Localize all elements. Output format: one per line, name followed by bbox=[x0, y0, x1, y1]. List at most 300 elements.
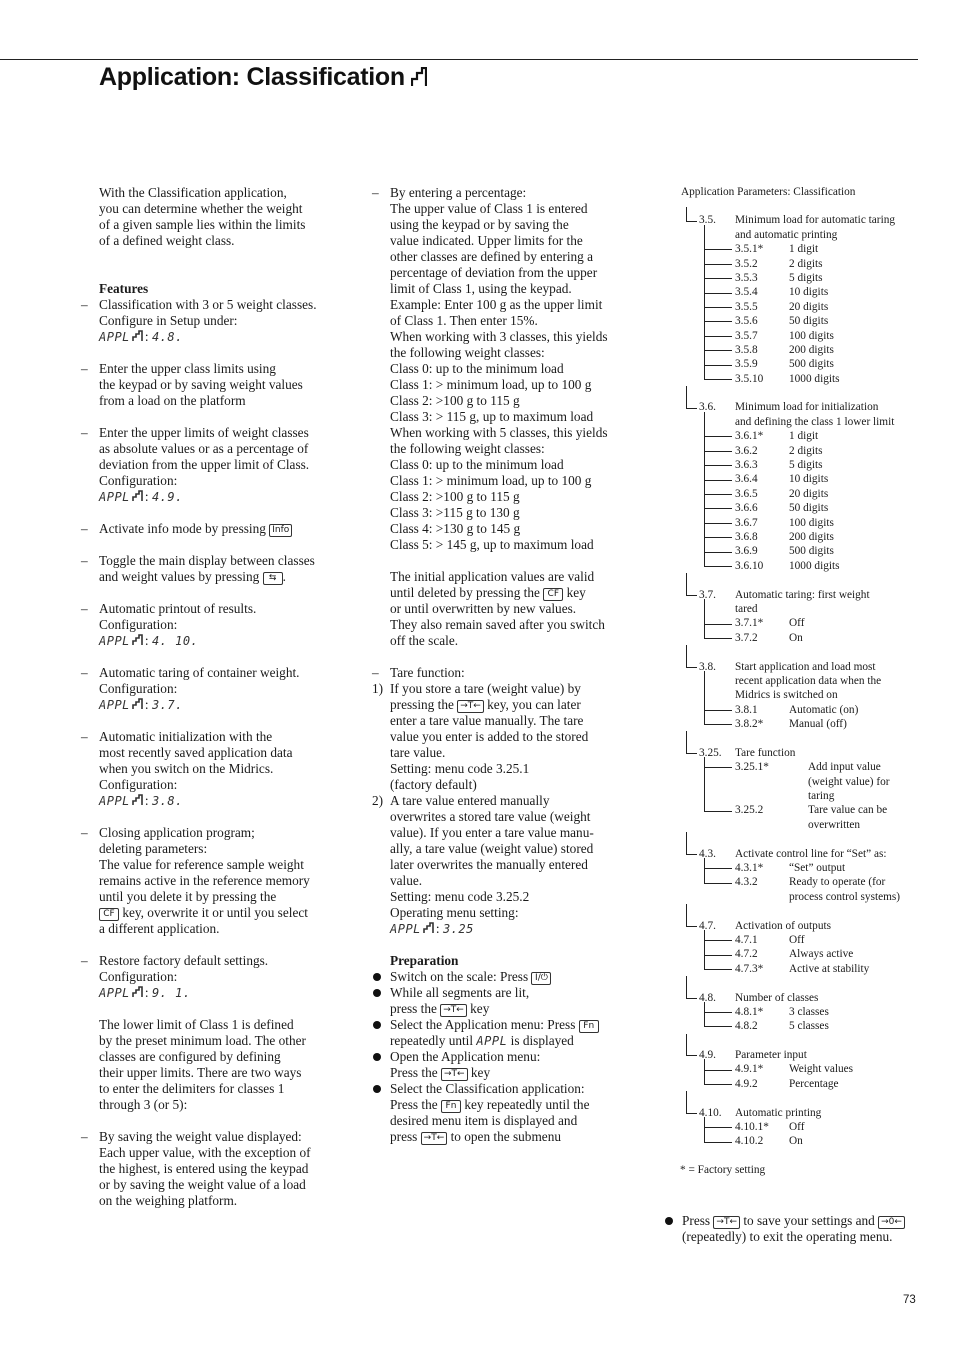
sub-row bbox=[680, 544, 930, 558]
group-row bbox=[680, 660, 930, 674]
sub-branch-line bbox=[704, 379, 732, 380]
text-line: Closing application program; bbox=[99, 825, 255, 840]
bullet-icon bbox=[373, 1021, 381, 1029]
group-label: Minimum load for automatic taring bbox=[735, 214, 896, 227]
group-label: Minimum load for initialization bbox=[735, 401, 879, 414]
text-line: (repeatedly) to exit the operating menu. bbox=[682, 1229, 893, 1244]
sub-row bbox=[680, 1005, 930, 1019]
text-line: most recently saved application data bbox=[99, 745, 293, 760]
text-line: the following weight classes: bbox=[390, 345, 545, 360]
tare-step-2 bbox=[372, 793, 642, 937]
sub-branch-line bbox=[704, 508, 732, 509]
sub-code: 3.5.7 bbox=[735, 329, 758, 342]
text-line: or until overwritten by new values. bbox=[390, 601, 577, 616]
fn-key-icon: Fn bbox=[579, 1020, 599, 1033]
text-line bbox=[390, 1001, 642, 1017]
sub-branch-line bbox=[704, 883, 732, 884]
sub-code: 4.9.2 bbox=[735, 1077, 758, 1090]
text-line: using the keypad or by saving the bbox=[390, 217, 569, 232]
sub-code: 4.7.2 bbox=[735, 948, 758, 961]
text-line: Configuration: bbox=[99, 777, 178, 792]
text-line bbox=[390, 1065, 642, 1081]
sub-label: 20 digits bbox=[789, 300, 829, 313]
sub-label: 1000 digits bbox=[789, 372, 840, 385]
text-line: Restore factory default settings. bbox=[99, 953, 269, 968]
classification-icon bbox=[132, 986, 143, 998]
text-line: later overwrites the manually entered bbox=[390, 857, 588, 872]
text-line: Each upper value, with the exception of bbox=[99, 1145, 311, 1160]
bullet-icon bbox=[373, 989, 381, 997]
sub-code: 4.8.1* bbox=[735, 1005, 764, 1018]
tree-branch-line bbox=[686, 667, 697, 668]
sub-label: 100 digits bbox=[789, 329, 834, 342]
text: key, you can later bbox=[487, 697, 581, 712]
text-line: Configuration: bbox=[99, 473, 178, 488]
text-line: Classification with 3 or 5 weight classes. bbox=[99, 297, 317, 312]
text-line bbox=[99, 905, 351, 921]
text: and weight values by pressing bbox=[99, 569, 260, 584]
text-line: their upper limits. There are two ways bbox=[99, 1065, 302, 1080]
group-row bbox=[680, 919, 930, 933]
sub-label: 50 digits bbox=[789, 315, 829, 328]
sub-code: 3.8.2* bbox=[735, 718, 764, 731]
sub-row bbox=[680, 631, 930, 645]
sub-trunk-line bbox=[704, 757, 705, 810]
tree-branch-line bbox=[686, 221, 697, 222]
sub-code: 3.5.5 bbox=[735, 300, 758, 313]
sub-row bbox=[680, 875, 930, 889]
group-label: Automatic taring: first weight bbox=[735, 588, 870, 601]
sub-row bbox=[680, 789, 930, 803]
text: Press the bbox=[390, 1097, 438, 1112]
sub-label: Automatic (on) bbox=[789, 703, 859, 716]
text-line: until you delete it by pressing the bbox=[99, 889, 277, 904]
text-line: Class 5: > 145 g, up to maximum load bbox=[390, 537, 594, 552]
sub-label: On bbox=[789, 1135, 803, 1148]
parameter-tree bbox=[680, 185, 930, 1178]
classification-icon bbox=[132, 490, 143, 502]
sub-row bbox=[680, 1077, 930, 1091]
config-code bbox=[99, 329, 351, 345]
text-line bbox=[390, 969, 642, 985]
sub-code: 3.6.10 bbox=[735, 559, 764, 572]
feature-item bbox=[81, 521, 351, 537]
tree-trunk-line bbox=[686, 976, 687, 998]
sub-label: 3 classes bbox=[789, 1005, 829, 1018]
sub-row bbox=[680, 271, 930, 285]
config-code bbox=[99, 985, 351, 1001]
config-code bbox=[99, 697, 351, 713]
text-line: from a load on the platform bbox=[99, 393, 246, 408]
text: is displayed bbox=[510, 1033, 574, 1048]
intro-line: of a defined weight class. bbox=[99, 233, 235, 248]
dash: – bbox=[81, 1129, 88, 1144]
tare-key-icon: →T← bbox=[441, 1068, 468, 1081]
sub-branch-line bbox=[704, 955, 732, 956]
text-line: A tare value entered manually bbox=[390, 793, 550, 808]
text-line: Operating menu setting: bbox=[390, 905, 519, 920]
sub-branch-line bbox=[704, 724, 732, 725]
feature-item bbox=[81, 425, 351, 505]
feature-item bbox=[81, 953, 351, 1001]
group-row bbox=[680, 746, 930, 760]
sub-code: 4.10.2 bbox=[735, 1135, 764, 1148]
parameter-group bbox=[680, 919, 930, 977]
lcd-appl: APPL bbox=[99, 490, 130, 504]
sub-trunk-line bbox=[704, 1059, 705, 1084]
sub-row bbox=[680, 890, 930, 904]
info-key-icon: Info bbox=[269, 524, 292, 537]
feature-item bbox=[81, 1129, 351, 1209]
tree-trunk-line bbox=[686, 731, 687, 753]
text-line: Open the Application menu: bbox=[390, 1049, 541, 1064]
text-line: deviation from the upper limit of Class. bbox=[99, 457, 310, 472]
feature-item bbox=[81, 361, 351, 409]
sub-row bbox=[680, 861, 930, 875]
sub-branch-line bbox=[704, 465, 732, 466]
sub-label: 1 digit bbox=[789, 430, 819, 443]
sub-label: “Set” output bbox=[789, 861, 846, 874]
group-label: recent application data when the bbox=[735, 674, 882, 687]
text-line: Select the Classification application: bbox=[390, 1081, 585, 1096]
sub-row bbox=[680, 1062, 930, 1076]
sub-code: 3.5.6 bbox=[735, 315, 758, 328]
sub-row bbox=[680, 818, 930, 832]
text-line: a different application. bbox=[99, 921, 220, 936]
parameter-group bbox=[680, 847, 930, 905]
text-line: The upper value of Class 1 is entered bbox=[390, 201, 588, 216]
text-line: Class 3: >115 g to 130 g bbox=[390, 505, 520, 520]
sub-branch-line bbox=[704, 1026, 732, 1027]
text-line: off the scale. bbox=[390, 633, 459, 648]
prep-step bbox=[372, 969, 642, 985]
page-number: 73 bbox=[903, 1294, 916, 1306]
sub-label: 5 digits bbox=[789, 459, 823, 472]
sub-trunk-line bbox=[704, 1117, 705, 1142]
classification-icon bbox=[132, 794, 143, 806]
sub-label: 5 classes bbox=[789, 1020, 829, 1033]
text-line: (factory default) bbox=[390, 777, 477, 792]
feature-item bbox=[81, 553, 351, 585]
group-row bbox=[680, 674, 930, 688]
text-line: Tare function: bbox=[390, 665, 465, 680]
cf-key-icon: CF bbox=[99, 908, 119, 921]
sub-label: taring bbox=[808, 790, 835, 803]
group-row bbox=[680, 1048, 930, 1062]
sub-branch-line bbox=[704, 451, 732, 452]
sub-code: 3.6.2 bbox=[735, 444, 758, 457]
sub-code: 3.25.2 bbox=[735, 804, 764, 817]
text-line: classes are configured by defining bbox=[99, 1049, 281, 1064]
text: Press bbox=[682, 1213, 711, 1228]
sub-label: Active at stability bbox=[789, 962, 870, 975]
bullet-icon bbox=[373, 1053, 381, 1061]
sub-branch-line bbox=[704, 321, 732, 322]
group-code: 4.9. bbox=[699, 1049, 716, 1062]
prep-step bbox=[372, 1081, 642, 1145]
fn-key-icon: Fn bbox=[441, 1100, 461, 1113]
feature-item bbox=[81, 665, 351, 713]
sub-trunk-line bbox=[704, 225, 705, 379]
tree-trunk-line bbox=[686, 1034, 687, 1056]
sub-code: 3.6.6 bbox=[735, 502, 758, 515]
text-line: The lower limit of Class 1 is defined bbox=[99, 1017, 294, 1032]
tree-branch-line bbox=[686, 408, 697, 409]
dash: – bbox=[81, 825, 88, 840]
cf-key-icon: CF bbox=[543, 588, 563, 601]
text-line bbox=[390, 1097, 642, 1113]
text-line: Toggle the main display between classes bbox=[99, 553, 315, 568]
text-line: Class 0: up to the minimum load bbox=[390, 457, 564, 472]
zero-key-icon: →0← bbox=[878, 1216, 905, 1229]
dash: – bbox=[81, 425, 88, 440]
parameter-group bbox=[680, 213, 930, 386]
prep-step bbox=[372, 985, 642, 1017]
text-line: By saving the weight value displayed: bbox=[99, 1129, 302, 1144]
sub-label: Tare value can be bbox=[808, 804, 888, 817]
group-label: Parameter input bbox=[735, 1049, 807, 1062]
sub-label: 10 digits bbox=[789, 286, 829, 299]
text-line: Class 4: >130 g to 145 g bbox=[390, 521, 521, 536]
sub-row bbox=[680, 487, 930, 501]
dash: – bbox=[372, 665, 379, 680]
parameter-group bbox=[680, 660, 930, 732]
tare-step-1 bbox=[372, 681, 642, 793]
text: press bbox=[390, 1129, 418, 1144]
sub-label: Off bbox=[789, 933, 805, 946]
sub-row bbox=[680, 329, 930, 343]
sub-row bbox=[680, 803, 930, 817]
sub-row bbox=[680, 300, 930, 314]
sub-label: 2 digits bbox=[789, 257, 823, 270]
sub-branch-line bbox=[704, 969, 732, 970]
lcd-appl: APPL bbox=[99, 698, 130, 712]
sub-label: 2 digits bbox=[789, 444, 823, 457]
text-line: By entering a percentage: bbox=[390, 185, 527, 200]
text-line: Configuration: bbox=[99, 969, 178, 984]
tare-key-icon: →T← bbox=[440, 1004, 467, 1017]
sub-code: 3.6.1* bbox=[735, 430, 764, 443]
sub-row bbox=[680, 429, 930, 443]
text-line bbox=[390, 1129, 642, 1145]
intro-paragraph bbox=[99, 185, 351, 249]
tree-branch-line bbox=[686, 1113, 697, 1114]
column-middle bbox=[372, 185, 642, 1145]
intro-line: With the Classification application, bbox=[99, 185, 287, 200]
lcd-appl: APPL bbox=[476, 1034, 508, 1048]
sub-branch-line bbox=[704, 436, 732, 437]
save-instruction bbox=[664, 1213, 924, 1245]
group-code: 4.10. bbox=[699, 1106, 722, 1119]
parameter-group bbox=[680, 400, 930, 573]
text-line: value indicated. Upper limits for the bbox=[390, 233, 583, 248]
lcd-appl: APPL bbox=[99, 986, 130, 1000]
text: key bbox=[470, 1001, 490, 1016]
text-line: of Class 1. Then enter 15%. bbox=[390, 313, 538, 328]
group-row bbox=[680, 847, 930, 861]
group-label: and automatic printing bbox=[735, 228, 838, 241]
text-line: value). If you enter a tare value manu- bbox=[390, 825, 594, 840]
sub-label: overwritten bbox=[808, 818, 861, 831]
sub-label: Off bbox=[789, 617, 805, 630]
sub-code: 4.3.2 bbox=[735, 876, 758, 889]
intro-line: you can determine whether the weight bbox=[99, 201, 303, 216]
tree-trunk-line bbox=[686, 904, 687, 926]
features-heading: Features bbox=[99, 281, 149, 296]
text: repeatedly until bbox=[390, 1033, 474, 1048]
sub-label: Always active bbox=[789, 948, 854, 961]
sub-label: 500 digits bbox=[789, 358, 834, 371]
sub-label: 5 digits bbox=[789, 271, 823, 284]
sub-label: On bbox=[789, 631, 803, 644]
factory-setting-note: * = Factory setting bbox=[680, 1164, 766, 1177]
group-label: tared bbox=[735, 602, 758, 615]
tree-groups bbox=[680, 213, 930, 1148]
group-row bbox=[680, 588, 930, 602]
lcd-code: 4.9. bbox=[151, 490, 183, 504]
text-line: They also remain saved after you switch bbox=[390, 617, 605, 632]
tree-trunk-line bbox=[686, 1091, 687, 1113]
lcd-appl: APPL bbox=[99, 794, 130, 808]
text-line: desired menu item is displayed and bbox=[390, 1113, 578, 1128]
text: to open the submenu bbox=[450, 1129, 561, 1144]
sub-trunk-line bbox=[704, 1002, 705, 1027]
group-label: and defining the class 1 lower limit bbox=[735, 415, 895, 428]
dash: – bbox=[81, 553, 88, 568]
text-line bbox=[682, 1213, 924, 1229]
group-label: Start application and load most bbox=[735, 660, 876, 673]
prep-step bbox=[372, 1049, 642, 1081]
tree-trunk-line bbox=[686, 645, 687, 667]
group-code: 3.5. bbox=[699, 214, 716, 227]
group-row bbox=[680, 415, 930, 429]
classification-icon bbox=[132, 634, 143, 646]
text-line bbox=[390, 1017, 642, 1033]
text-line: on the weighing platform. bbox=[99, 1193, 238, 1208]
sub-trunk-line bbox=[704, 858, 705, 883]
text-line: the keypad or by saving weight values bbox=[99, 377, 303, 392]
sub-branch-line bbox=[704, 1142, 732, 1143]
text-line: percentage of deviation from the upper bbox=[390, 265, 598, 280]
colon: : bbox=[144, 697, 149, 712]
lcd-code: 9. 1. bbox=[151, 986, 191, 1000]
sub-code: 3.5.2 bbox=[735, 257, 758, 270]
sub-branch-line bbox=[704, 868, 732, 869]
sub-trunk-line bbox=[704, 671, 705, 724]
text: to save your settings and bbox=[743, 1213, 875, 1228]
sub-row bbox=[680, 559, 930, 573]
parameter-group bbox=[680, 1048, 930, 1091]
sub-branch-line bbox=[704, 1070, 732, 1071]
text-line bbox=[390, 585, 642, 601]
parameter-group bbox=[680, 588, 930, 646]
sub-label: 50 digits bbox=[789, 502, 829, 515]
sub-row bbox=[680, 516, 930, 530]
group-label: Number of classes bbox=[735, 991, 819, 1004]
text-line: enter a tare value manually. The tare bbox=[390, 713, 584, 728]
text-line: Class 3: > 115 g, up to maximum load bbox=[390, 409, 594, 424]
intro-line: of a given sample lies within the limits bbox=[99, 217, 306, 232]
text: Activate info mode by pressing bbox=[99, 521, 266, 536]
group-code: 3.8. bbox=[699, 660, 716, 673]
text: until deleted by pressing the bbox=[390, 585, 540, 600]
text-line: limit of Class 1, using the keypad. bbox=[390, 281, 572, 296]
text-line: If you store a tare (weight value) by bbox=[390, 681, 581, 696]
lcd-appl: APPL bbox=[99, 634, 130, 648]
group-label: Automatic printing bbox=[735, 1106, 822, 1119]
sub-branch-line bbox=[704, 307, 732, 308]
sub-branch-line bbox=[704, 1012, 732, 1013]
sub-label: 10 digits bbox=[789, 473, 829, 486]
tree-branch-line bbox=[686, 1055, 697, 1056]
lcd-appl: APPL bbox=[390, 922, 421, 936]
text-line: When working with 5 classes, this yields bbox=[390, 425, 608, 440]
sub-code: 3.6.3 bbox=[735, 459, 758, 472]
sub-branch-line bbox=[704, 278, 732, 279]
text-line: through 3 (or 5): bbox=[99, 1097, 188, 1112]
classification-icon bbox=[132, 698, 143, 710]
sub-label: 1000 digits bbox=[789, 559, 840, 572]
sub-label: 200 digits bbox=[789, 343, 834, 356]
sub-row bbox=[680, 933, 930, 947]
sub-code: 3.5.9 bbox=[735, 358, 758, 371]
tree-trunk-line bbox=[686, 207, 687, 220]
tree-branch-line bbox=[686, 998, 697, 999]
text-line: Class 2: >100 g to 115 g bbox=[390, 489, 520, 504]
sub-row bbox=[680, 775, 930, 789]
text: Select the Application menu: Press bbox=[390, 1017, 576, 1032]
text-line: Configuration: bbox=[99, 617, 178, 632]
tree-trunk-line bbox=[686, 386, 687, 408]
text-line: tare value. bbox=[390, 745, 446, 760]
sub-label: (weight value) for bbox=[808, 775, 890, 788]
group-row bbox=[680, 991, 930, 1005]
lcd-code: 3.25 bbox=[442, 922, 474, 936]
text-line bbox=[99, 521, 351, 537]
text-line: The initial application values are valid bbox=[390, 569, 595, 584]
colon: : bbox=[435, 921, 440, 936]
tree-title: Application Parameters: Classification bbox=[681, 186, 856, 198]
group-row bbox=[680, 688, 930, 702]
sub-row bbox=[680, 357, 930, 371]
group-code: 3.6. bbox=[699, 401, 716, 414]
text-line: Class 1: > minimum load, up to 100 g bbox=[390, 473, 592, 488]
text-line: overwrites a stored tare value (weight bbox=[390, 809, 591, 824]
text-line: The value for reference sample weight bbox=[99, 857, 304, 872]
sub-branch-line bbox=[704, 293, 732, 294]
prep-step bbox=[372, 1017, 642, 1049]
text-line: Automatic taring of container weight. bbox=[99, 665, 300, 680]
bullet-icon bbox=[373, 973, 381, 981]
sub-row bbox=[680, 760, 930, 774]
sub-code: 4.10.1* bbox=[735, 1121, 769, 1134]
sub-row bbox=[680, 314, 930, 328]
parameter-group bbox=[680, 1106, 930, 1149]
text-line: to enter the delimiters for classes 1 bbox=[99, 1081, 285, 1096]
sub-label: Off bbox=[789, 1121, 805, 1134]
group-label: Activate control line for “Set” as: bbox=[735, 847, 887, 860]
text: Switch on the scale: Press bbox=[390, 969, 529, 984]
sub-branch-line bbox=[704, 264, 732, 265]
sub-row bbox=[680, 616, 930, 630]
sub-row bbox=[680, 501, 930, 515]
text-line: Automatic printout of results. bbox=[99, 601, 257, 616]
dash: – bbox=[81, 665, 88, 680]
text-line: value. bbox=[390, 873, 423, 888]
text-line bbox=[390, 697, 642, 713]
dash: – bbox=[81, 297, 88, 312]
sub-row bbox=[680, 962, 930, 976]
